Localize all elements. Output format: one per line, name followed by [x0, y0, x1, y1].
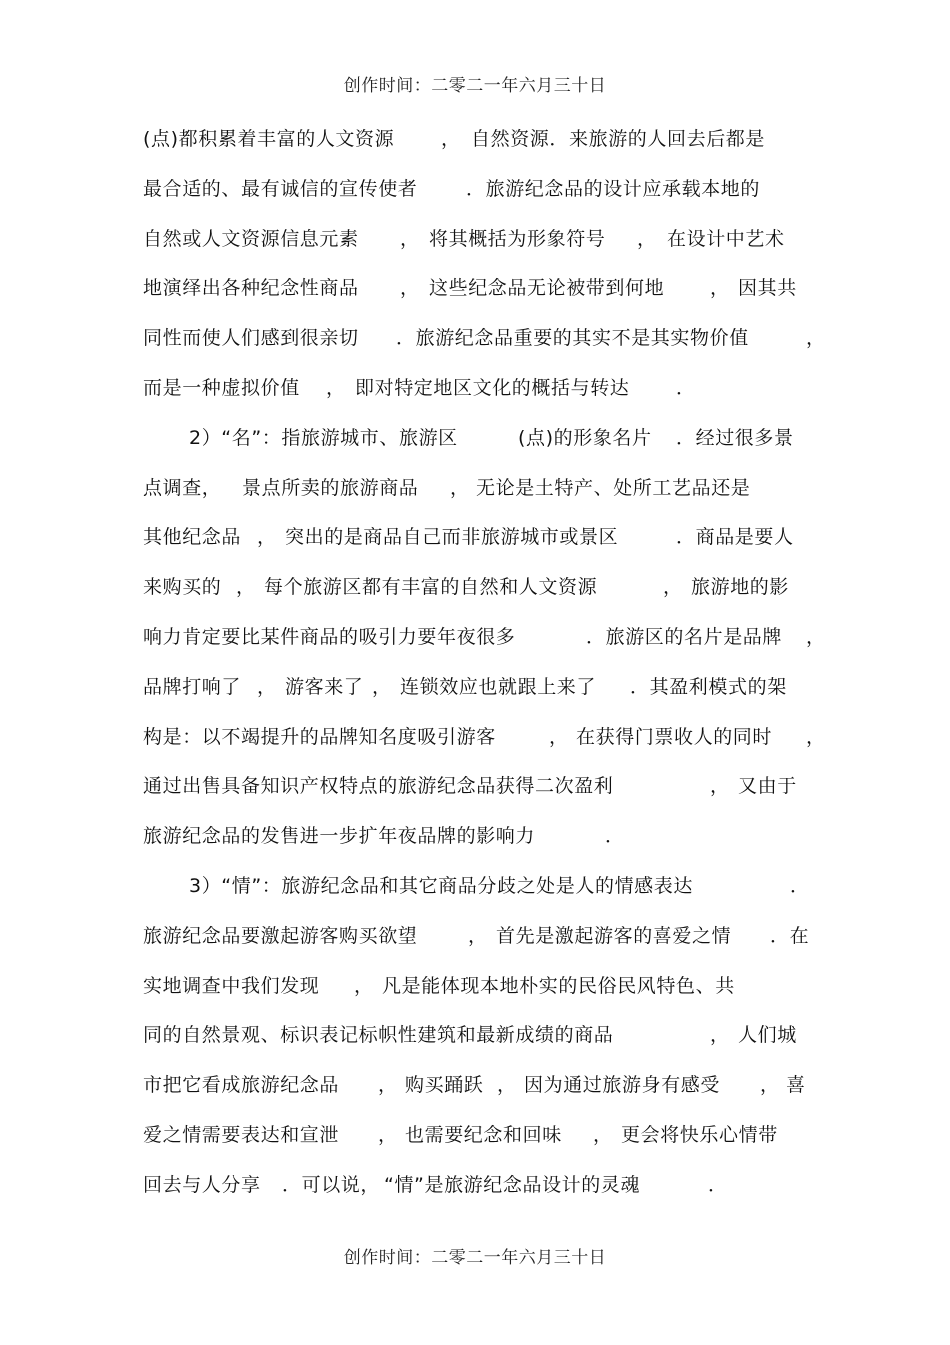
text-segment: 在设计中艺术 [667, 227, 785, 250]
text-segment: ． [605, 825, 625, 848]
text-segment: ， [637, 227, 657, 250]
text-segment: 地演绎出各种纪念性商品 [143, 277, 359, 300]
text-segment: 其他纪念品 [143, 526, 242, 549]
text-segment: ， [497, 1074, 517, 1097]
text-line [0, 873, 950, 923]
text-line [0, 226, 950, 276]
page-header: 创作时间：二零二一年六月三十日 [343, 76, 607, 96]
text-segment: ， [378, 1074, 398, 1097]
text-segment: 市把它看成旅游纪念品 [143, 1074, 340, 1097]
text-segment: ， [257, 675, 277, 698]
text-segment: 更会将快乐心情带 [621, 1123, 778, 1146]
text-segment: ， [806, 625, 826, 648]
text-segment: ， [400, 277, 420, 300]
text-line [0, 475, 950, 525]
text-segment: ， [378, 1123, 398, 1146]
text-segment: ， [663, 576, 683, 599]
text-segment: ， [354, 974, 374, 997]
text-segment: 来购买的 [143, 576, 222, 599]
text-segment: 每个旅游区都有丰富的自然和人文资源 [264, 576, 598, 599]
text-line [0, 724, 950, 774]
text-segment: 响力肯定要比某件商品的吸引力要年夜很多 [143, 625, 516, 648]
text-segment: 这些纪念品无论被带到何地 [429, 277, 665, 300]
text-segment: ， [710, 277, 730, 300]
text-segment: 即对特定地区文化的概括与转达 [355, 376, 630, 399]
text-segment: ， [468, 924, 488, 947]
text-segment: 点调查， [143, 476, 222, 499]
text-segment: ， [710, 775, 730, 798]
text-segment: ．经过很多景 [676, 426, 794, 449]
text-segment: 自然资源．来旅游的人回去后都是 [471, 128, 766, 150]
text-segment: ． [676, 376, 696, 399]
text-segment: 爱之情需要表达和宣泄 [143, 1123, 340, 1146]
text-segment: ， [326, 376, 346, 399]
text-segment: ， [549, 725, 569, 748]
page-footer: 创作时间：二零二一年六月三十日 [343, 1248, 607, 1268]
text-segment: 回去与人分享 [143, 1173, 261, 1196]
text-segment: ， [760, 1074, 780, 1097]
text-segment: 购买踊跃 [405, 1074, 484, 1097]
text-line [0, 1022, 950, 1072]
text-segment: 人们城 [738, 1024, 797, 1047]
text-line [0, 973, 950, 1023]
text-segment: 因其共 [738, 277, 797, 300]
text-segment: ， [806, 327, 826, 350]
text-segment: 在获得门票收人的同时 [576, 725, 773, 748]
text-segment: “情”是旅游纪念品设计的灵魂 [384, 1173, 641, 1196]
text-segment: ．商品是要人 [676, 526, 794, 549]
text-segment: ．旅游纪念品重要的其实不是其实物价值 [396, 327, 749, 350]
text-segment: (点)都积累着丰富的人文资源 [143, 128, 395, 150]
text-line [0, 923, 950, 973]
text-segment: ． [790, 874, 810, 897]
text-line [0, 624, 950, 674]
text-line [0, 823, 950, 873]
text-segment: ．旅游纪念品的设计应承载本地的 [466, 177, 761, 200]
text-segment: 因为通过旅游身有感受 [524, 1074, 721, 1097]
text-segment: 喜 [786, 1074, 806, 1097]
text-segment: (点)的形象名片 [518, 426, 652, 449]
text-line [0, 674, 950, 724]
text-line [0, 325, 950, 375]
text-line [0, 176, 950, 226]
text-segment: 无论是土特产、处所工艺品还是 [476, 476, 751, 499]
text-segment: 旅游纪念品的发售进一步扩年夜品牌的影响力 [143, 825, 536, 848]
text-segment: 实地调查中我们发现 [143, 974, 320, 997]
text-segment: 凡是能体现本地朴实的民俗民风特色、共 [382, 974, 735, 997]
text-segment: 旅游纪念品要激起游客购买欲望 [143, 924, 418, 947]
text-line [0, 275, 950, 325]
text-line [0, 1172, 950, 1222]
text-segment: ， [593, 1123, 613, 1146]
text-segment: ．在 [770, 924, 810, 947]
text-line [0, 574, 950, 624]
text-segment: 景点所卖的旅游商品 [242, 476, 419, 499]
text-line [0, 773, 950, 823]
text-segment: 最合适的、最有诚信的宣传使者 [143, 177, 418, 200]
text-segment: 构是：以不竭提升的品牌知名度吸引游客 [143, 725, 496, 748]
text-segment: 又由于 [738, 775, 797, 798]
text-segment: ， [372, 675, 392, 698]
text-segment: 首先是激起游客的喜爱之情 [496, 924, 732, 947]
text-segment: 同性而使人们感到很亲切 [143, 327, 359, 350]
text-segment: ．可以说， [282, 1173, 381, 1196]
text-line [0, 375, 950, 425]
text-segment: 品牌打响了 [143, 675, 242, 698]
text-segment: ， [257, 526, 277, 549]
text-line [0, 1122, 950, 1172]
text-segment: ， [236, 576, 256, 599]
text-segment: 也需要纪念和回味 [405, 1123, 562, 1146]
text-segment: 2）“名”：指旅游城市、旅游区 [189, 426, 458, 449]
text-segment: ． [708, 1173, 728, 1196]
text-segment: 连锁效应也就跟上来了 [400, 675, 597, 698]
text-segment: ， [450, 476, 470, 499]
text-segment: 旅游地的影 [691, 576, 790, 599]
text-segment: ， [441, 128, 461, 150]
text-segment: 通过出售具备知识产权特点的旅游纪念品获得二次盈利 [143, 775, 614, 798]
text-segment: 突出的是商品自己而非旅游城市或景区 [285, 526, 619, 549]
text-line [0, 524, 950, 574]
text-line [0, 126, 950, 176]
text-segment: ．其盈利模式的架 [630, 675, 787, 698]
text-segment: 将其概括为形象符号 [429, 227, 606, 250]
text-line [0, 1072, 950, 1122]
text-segment: ， [806, 725, 826, 748]
text-segment: ， [400, 227, 420, 250]
text-segment: 3）“情”：旅游纪念品和其它商品分歧之处是人的情感表达 [189, 874, 693, 897]
text-line [0, 425, 950, 475]
text-segment: ， [710, 1024, 730, 1047]
text-segment: 游客来了 [285, 675, 364, 698]
document-body [0, 126, 950, 1222]
text-segment: 而是一种虚拟价值 [143, 376, 300, 399]
text-segment: 同的自然景观、标识表记标帜性建筑和最新成绩的商品 [143, 1024, 614, 1047]
text-segment: 自然或人文资源信息元素 [143, 227, 359, 250]
text-segment: ．旅游区的名片是品牌 [586, 625, 783, 648]
